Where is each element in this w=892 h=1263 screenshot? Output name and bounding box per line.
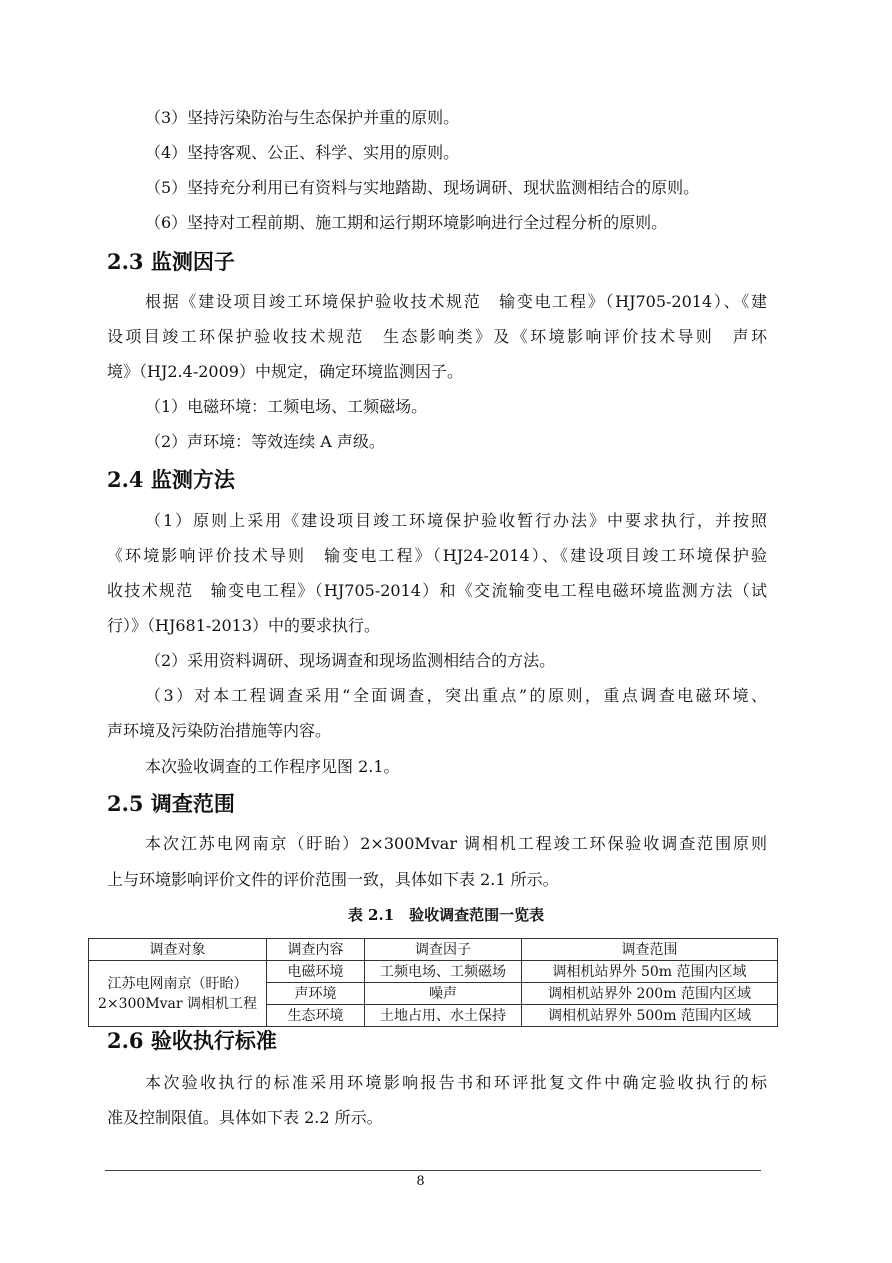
s26-para-line-2: 准及控制限值。具体如下表 2.2 所示。 [107,1108,383,1127]
s25-para-line-1: 本次江苏电网南京（盱眙）2×300Mvar 调相机工程竣工环保验收调查范围原则 [145,834,767,853]
s23-para-line-2: 设项目竣工环保护验收技术规范 生态影响类》及《环境影响评价技术导则 声环 [107,327,767,346]
s24-item1-line-2: 《环境影响评价技术导则 输变电工程》（HJ24-2014）、《建设项目竣工环境保护验 [107,546,767,565]
s23-para-line-1: 根据《建设项目竣工环境保护验收技术规范 输变电工程》（HJ705-2014）、《建 [145,292,767,311]
s24-item1-line-1: （1）原则上采用《建设项目竣工环境保护验收暂行办法》中要求执行，并按照 [145,511,767,530]
header-cell: 调查范围 [522,939,778,961]
header-cell: 调查因子 [365,939,522,961]
table-cell: 电磁环境 [267,961,365,983]
s23-item-2: （2）声环境：等效连续 A 声级。 [145,432,385,451]
table-header-row [89,939,778,961]
table-cell: 生态环境 [267,1005,365,1027]
section-2-5-heading: 2.5 调查范围 [107,791,235,816]
principle-3: （3）坚持污染防治与生态保护并重的原则。 [145,108,460,127]
footer-divider [105,1170,761,1171]
table-cell: 调相机站界外 200m 范围内区域 [522,983,778,1005]
table-2-1-caption: 表 2.1 验收调查范围一览表 [347,906,545,924]
table-cell: 工频电场、工频磁场 [365,961,522,983]
s26-para-line-1: 本次验收执行的标准采用环境影响报告书和环评批复文件中确定验收执行的标 [145,1073,767,1092]
table-cell: 声环境 [267,983,365,1005]
s24-item-2: （2）采用资料调研、现场调查和现场监测相结合的方法。 [145,651,556,670]
header-cell: 调查对象 [89,939,267,961]
s24-item3-line-2: 声环境及污染防治措施等内容。 [107,721,332,740]
s23-item-1: （1）电磁环境：工频电场、工频磁场。 [145,397,428,416]
header-cell: 调查内容 [267,939,365,961]
section-2-4-heading: 2.4 监测方法 [107,467,235,492]
section-2-6-heading: 2.6 验收执行标准 [107,1028,277,1053]
table-cell: 调相机站界外 50m 范围内区域 [522,961,778,983]
s24-note: 本次验收调查的工作程序见图 2.1。 [145,757,400,776]
table-cell: 噪声 [365,983,522,1005]
s24-item1-line-3: 收技术规范 输变电工程》（HJ705-2014）和《交流输变电工程电磁环境监测方法（试 [107,581,767,600]
survey-scope-table [88,938,778,1027]
survey-object-cell [89,961,267,1027]
section-2-3-heading: 2.3 监测因子 [107,249,235,274]
table-cell: 土地占用、水土保持 [365,1005,522,1027]
s24-item1-line-4: 行）》（HJ681-2013）中的要求执行。 [107,616,381,635]
survey-object-line-2: 2×300Mvar 调相机工程 [97,995,258,1012]
principle-4: （4）坚持客观、公正、科学、实用的原则。 [145,143,460,162]
s24-item3-line-1: （3）对本工程调查采用“全面调查，突出重点”的原则，重点调查电磁环境、 [145,686,767,705]
table-cell: 调相机站界外 500m 范围内区域 [522,1005,778,1027]
page-number: 8 [416,1174,425,1189]
principle-6: （6）坚持对工程前期、施工期和运行期环境影响进行全过程分析的原则。 [145,213,668,232]
s25-para-line-2: 上与环境影响评价文件的评价范围一致，具体如下表 2.1 所示。 [107,870,559,889]
principle-5: （5）坚持充分利用已有资料与实地踏勘、现场调研、现状监测相结合的原则。 [145,178,700,197]
s23-para-line-3: 境》（HJ2.4-2009）中规定，确定环境监测因子。 [107,362,463,381]
survey-object-line-1: 江苏电网南京（盱眙） [107,975,248,992]
table-row [89,961,778,983]
